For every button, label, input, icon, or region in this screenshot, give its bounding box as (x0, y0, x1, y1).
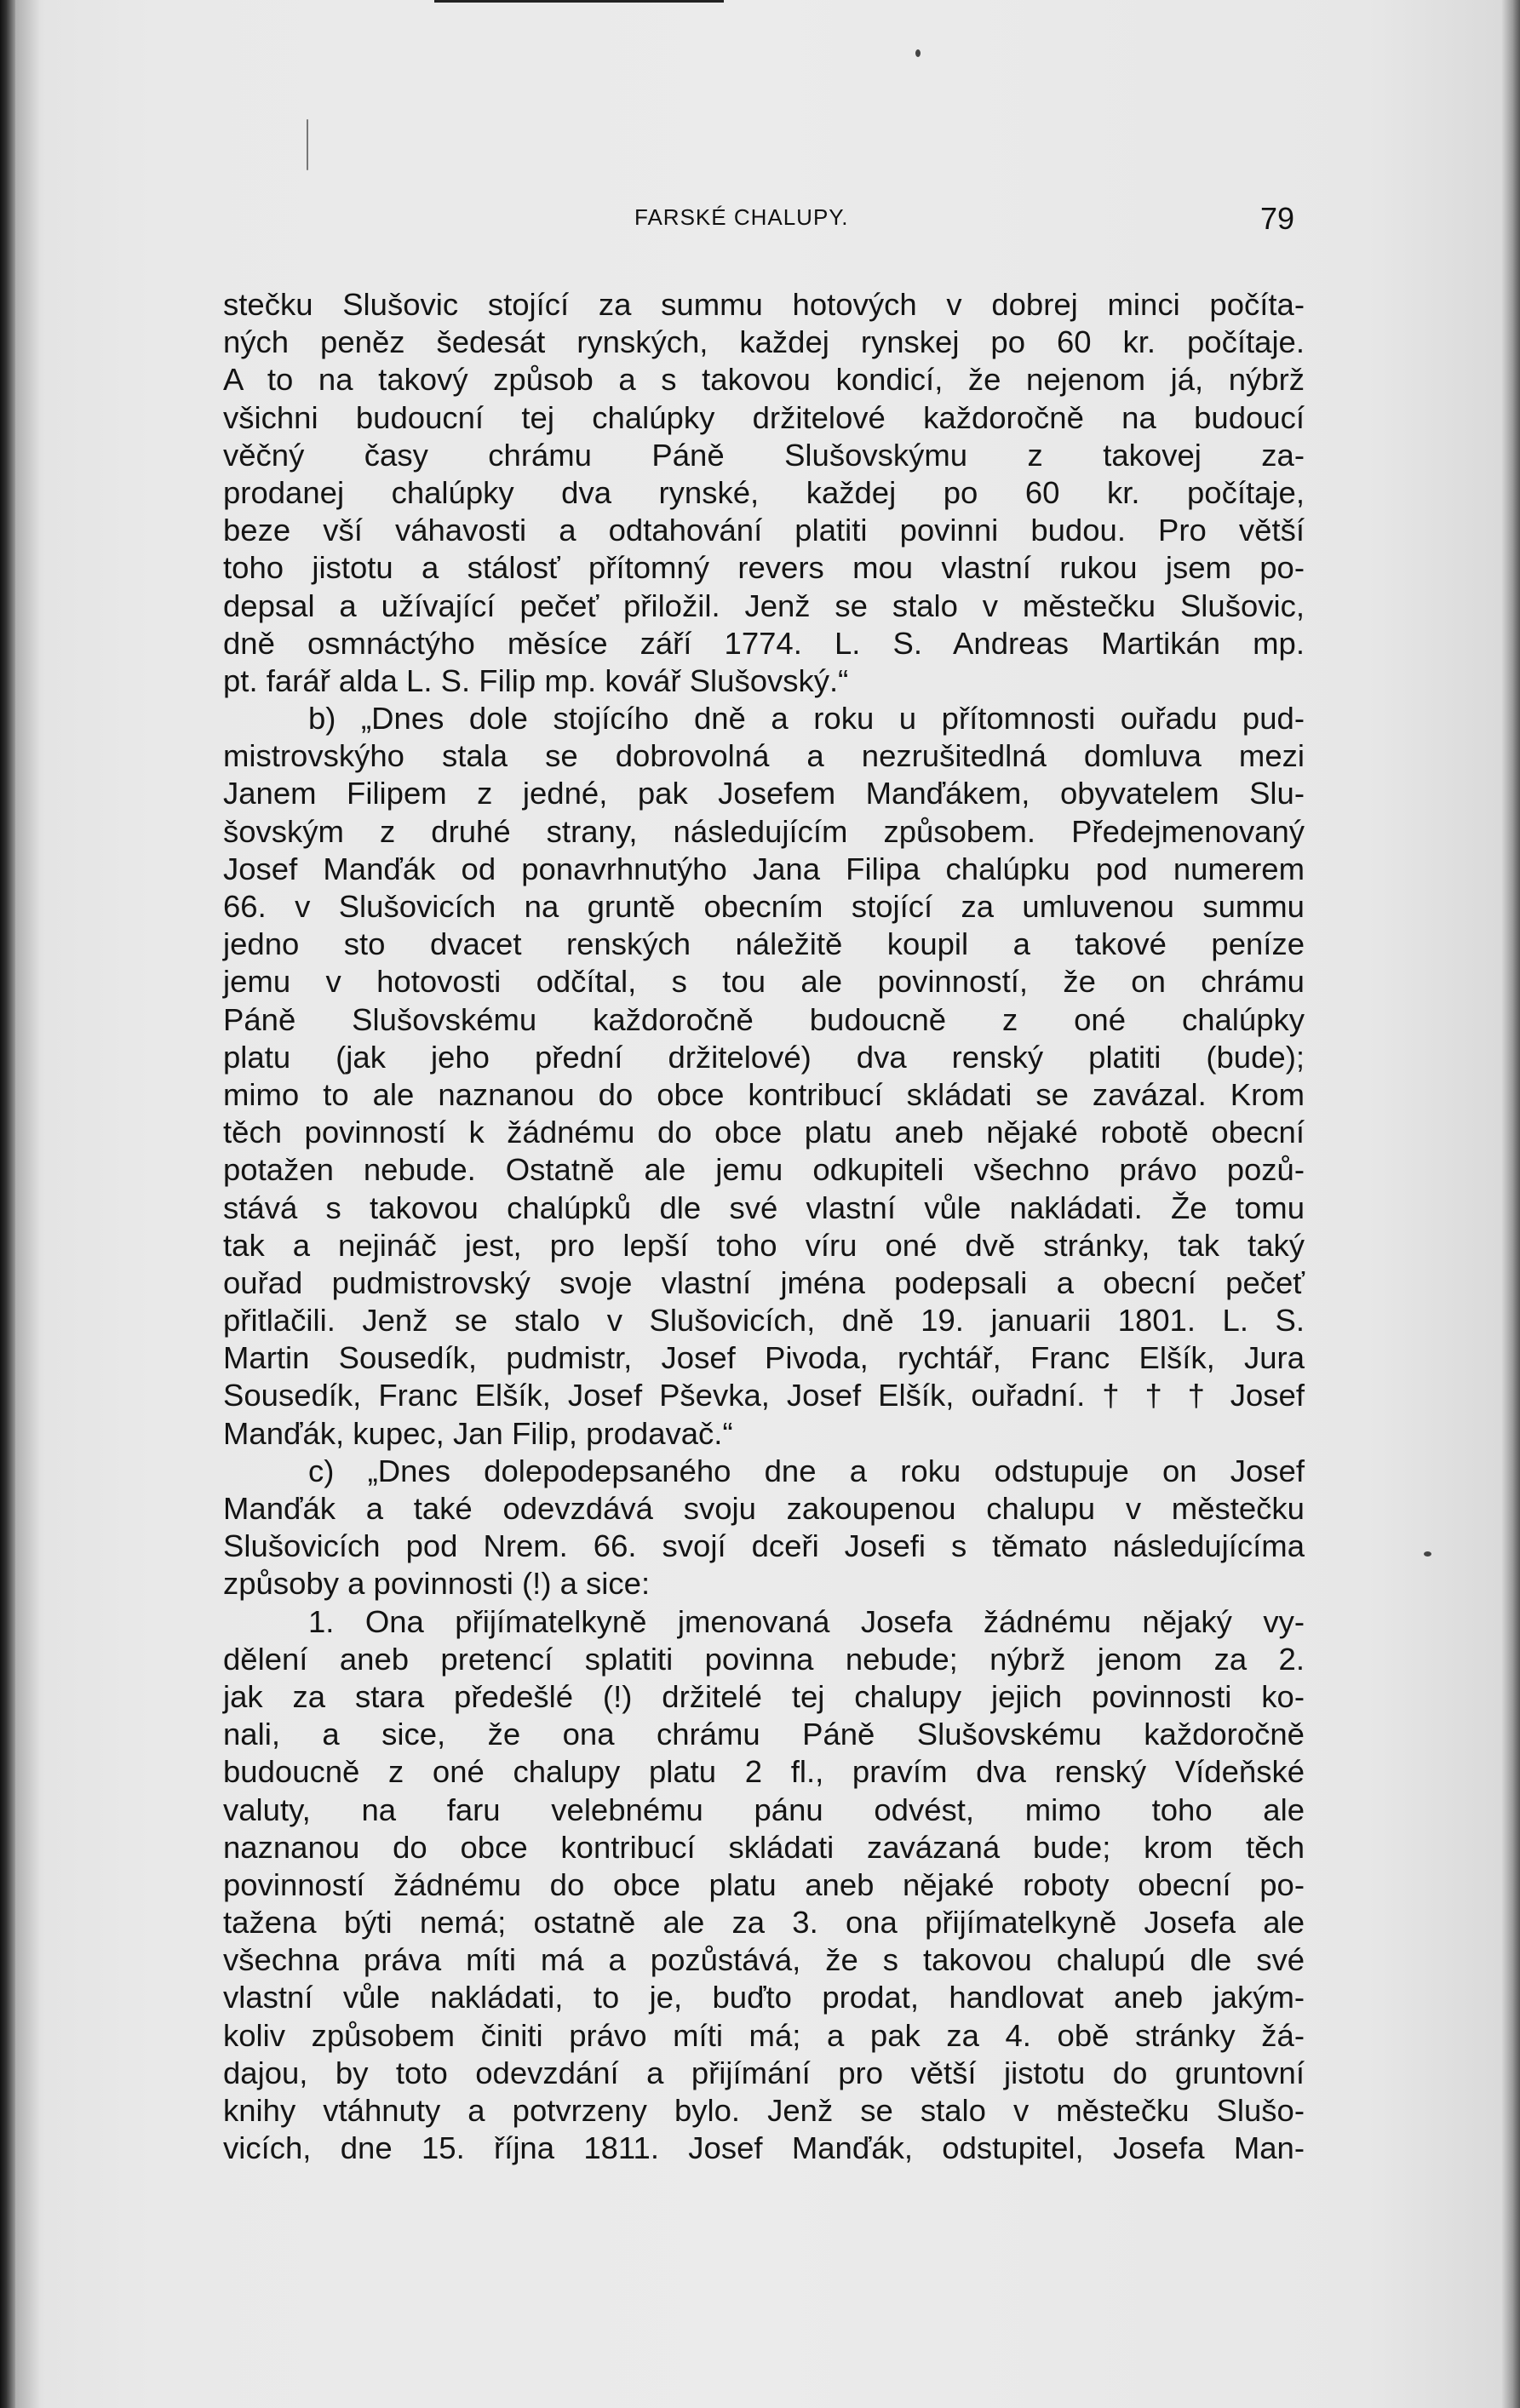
text-line: Páně Slušovskému každoročně budoucně z oné chalúpky (223, 1001, 1305, 1037)
text-line: přitlačili. Jenž se stalo v Slušovicích, dně 19. januarii 1801. L. S. (223, 1303, 1305, 1339)
body-text (223, 286, 1305, 2167)
text-line: knihy vtáhnuty a potvrzeny bylo. Jenž se stalo v městečku Slušo- (223, 2093, 1305, 2128)
page-right-edge (1501, 0, 1520, 2408)
text-line: dělení aneb pretencí splatiti povinna nebude; nýbrž jenom za 2. (223, 1641, 1305, 1677)
page-number: 79 (1259, 201, 1294, 236)
text-line: stečku Slušovic stojící za summu hotových v dobrej minci počíta- (223, 287, 1305, 322)
text-line: nali, a sice, že ona chrámu Páně Slušovskému každoročně (223, 1717, 1305, 1752)
text-line: způsoby a povinnosti (!) a sice: (223, 1566, 651, 1602)
text-line: Manďák a také odevzdává svoju zakoupenou chalupu v městečku (223, 1491, 1305, 1526)
paragraph-start-b: b) „Dnes dole stojícího dně a roku u přítomnosti ouřadu pud- (308, 701, 1305, 737)
paragraph-start-c: c) „Dnes dolepodepsaného dne a roku odstupuje on Josef (308, 1453, 1305, 1488)
text-line: Martin Sousedík, pudmistr, Josef Pivoda, rychtář, Franc Elšík, Jura (223, 1340, 1305, 1376)
text-line: prodanej chalúpky dva rynské, každej po 60 kr. počítaje, (223, 474, 1305, 510)
running-head: FARSKÉ CHALUPY. (634, 204, 849, 230)
text-line: povinností žádnému do obce platu aneb nějaké roboty obecní po- (223, 1866, 1305, 1902)
text-line: dně osmnáctýho měsíce září 1774. L. S. Andreas Martikán mp. (223, 625, 1305, 661)
text-line: vlastní vůle nakládati, to je, buďto prodat, handlovat aneb jakým- (223, 1980, 1305, 2015)
text-line: pt. farář alda L. S. Filip mp. kovář Slušovský.“ (223, 662, 849, 698)
text-line: ných peněz šedesát rynských, každej rynskej po 60 kr. počítaje. (223, 324, 1305, 360)
page-header (230, 201, 1294, 252)
text-line: jak za stara předešlé (!) držitelé tej chalupy jejich povinnosti ko- (223, 1678, 1305, 1714)
text-line: těch povinností k žádnému do obce platu aneb nějaké robotě obecní (223, 1115, 1305, 1150)
text-line: jemu v hotovosti odčítal, s tou ale povinností, že on chrámu (223, 964, 1305, 1000)
text-line: Sousedík, Franc Elšík, Josef Pševka, Josef Elšík, ouřadní. † † † Josef (223, 1378, 1305, 1413)
text-line: dajou, by toto odevzdání a přijímání pro větší jistotu do gruntovní (223, 2055, 1305, 2090)
text-line: A to na takový způsob a s takovou kondicí, že nejenom já, nýbrž (223, 362, 1305, 398)
text-line: mistrovskýho stala se dobrovolná a nezrušitedlná domluva mezi (223, 738, 1305, 774)
text-line: mimo to ale naznanou do obce kontribucí skládati se zavázal. Krom (223, 1076, 1305, 1112)
text-line: jedno sto dvacet renských náležitě koupil a takové peníze (223, 926, 1305, 962)
text-line: věčný časy chrámu Páně Slušovskýmu z takovej za- (223, 437, 1305, 473)
text-line: toho jistotu a stálosť přítomný revers mou vlastní rukou jsem po- (223, 550, 1305, 586)
text-line: Slušovicích pod Nrem. 66. svojí dceři Josefi s těmato následujícíma (223, 1528, 1305, 1564)
text-line: depsal a užívající pečeť přiložil. Jenž se stalo v městečku Slušovic, (223, 588, 1305, 623)
text-line: vicích, dne 15. října 1811. Josef Manďák, odstupitel, Josefa Man- (223, 2130, 1305, 2166)
text-line: ouřad pudmistrovský svoje vlastní jména podepsali a obecní pečeť (223, 1264, 1305, 1300)
text-line: Janem Filipem z jedné, pak Josefem Manďákem, obyvatelem Slu- (223, 776, 1305, 811)
text-line: stává s takovou chalúpků dle své vlastní vůle nakládati. Že tomu (223, 1190, 1305, 1225)
text-line: valuty, na faru velebnému pánu odvést, mimo toho ale (223, 1792, 1305, 1827)
text-line: beze vší váhavosti a odtahování platiti povinni budou. Pro větší (223, 513, 1305, 548)
text-line: platu (jak jeho přední držitelové) dva renský platiti (bude); (223, 1039, 1305, 1075)
text-line: všichni budoucní tej chalúpky držitelové každoročně na budoucí (223, 399, 1305, 435)
scan-speck (1424, 1551, 1431, 1557)
scan-speck (915, 49, 921, 57)
text-line: Josef Manďák od ponavrhnutýho Jana Filipa chalúpku pod numerem (223, 851, 1305, 886)
text-line: naznanou do obce kontribucí skládati zavázaná bude; krom těch (223, 1829, 1305, 1865)
scan-mark (307, 119, 308, 170)
top-edge-mark (434, 0, 724, 3)
text-line: Manďák, kupec, Jan Filip, prodavač.“ (223, 1415, 733, 1451)
book-spine-edge (0, 0, 15, 2408)
gutter-shadow (15, 0, 41, 2408)
text-line: 66. v Slušovicích na gruntě obecním stojící za umluvenou summu (223, 889, 1305, 924)
text-line: koliv způsobem činiti právo míti má; a pak za 4. obě stránky žá- (223, 2017, 1305, 2053)
text-line: potažen nebude. Ostatně ale jemu odkupiteli všechno právo pozů- (223, 1152, 1305, 1188)
text-line: tažena býti nemá; ostatně ale za 3. ona přijímatelkyně Josefa ale (223, 1905, 1305, 1941)
text-line: budoucně z oné chalupy platu 2 fl., pravím dva renský Vídeňské (223, 1754, 1305, 1790)
text-line: všechna práva míti má a pozůstává, že s takovou chalupú dle své (223, 1942, 1305, 1978)
text-line: šovským z druhé strany, následujícím způsobem. Předejmenovaný (223, 813, 1305, 849)
text-line: tak a nejináč jest, pro lepší toho víru oné dvě stránky, tak taký (223, 1227, 1305, 1263)
paragraph-start-1: 1. Ona přijímatelkyně jmenovaná Josefa žádnému nějaký vy- (308, 1603, 1305, 1639)
